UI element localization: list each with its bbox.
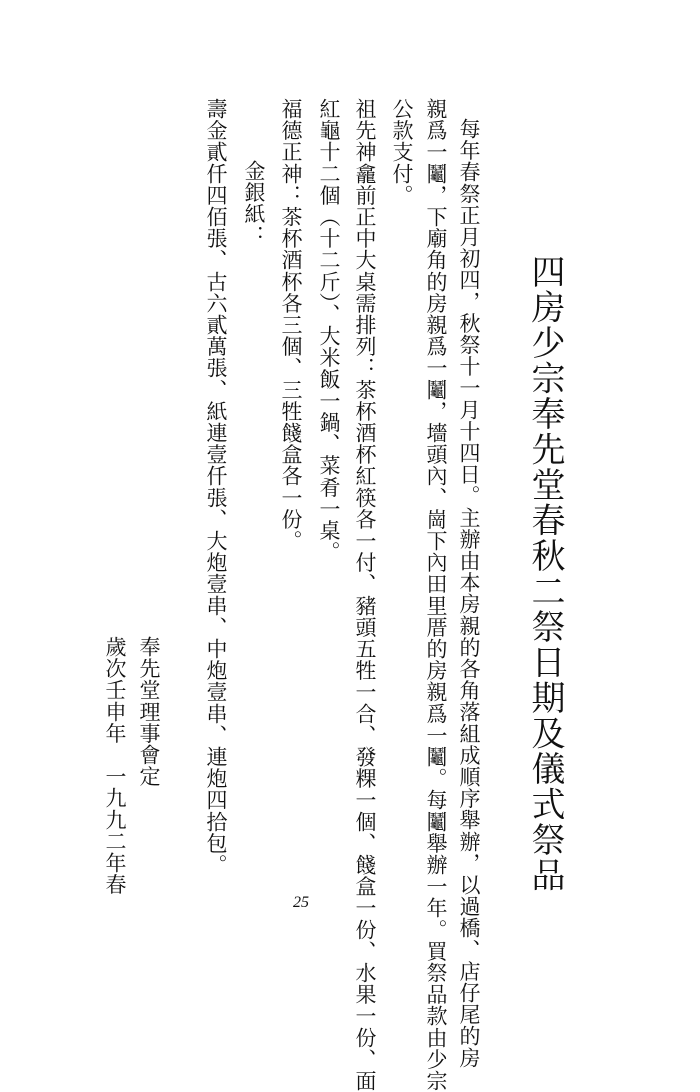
page-number: 25 [293, 894, 309, 911]
paragraph-line: 每年春祭正月初四，秋祭十一月十四日。主辦由本房親的各角落組成順序舉辦，以過橋、店仔尾的房 [457, 118, 481, 1069]
paragraph-line: 福德正神：茶杯酒杯各三個、三牲餞盒各一份。 [279, 98, 303, 552]
document-title: 四房少宗奉先堂春秋二祭日期及儀式祭品 [525, 254, 565, 893]
date-line: 歲次壬申年 一九九二年春 [103, 636, 127, 896]
signature: 奉先堂理事會定 [137, 636, 161, 788]
paragraph-line: 公款支付。 [390, 98, 414, 206]
paragraph-line: 親爲一鬮，下廟角的房親爲一鬮，墻頭內、崗下內田里厝的房親爲一鬮。每鬮舉辦一年。買祭品款由少宗 [424, 98, 448, 1092]
section-heading: 金銀紙： [242, 160, 266, 247]
paragraph-line: 壽金貳仟四佰張、古六貳萬張、紙連壹仟張、大炮壹串、中炮壹串、連炮四拾包。 [204, 98, 228, 876]
paragraph-line: 祖先神龕前正中大桌需排列：茶杯酒杯紅筷各一付、豬頭五牲一合、發粿一個、餞盒一份、水果一份、面 [353, 98, 377, 1092]
paragraph-line: 紅龜十二個（十二斤）、大米飯一鍋、菜肴一桌。 [317, 98, 341, 563]
